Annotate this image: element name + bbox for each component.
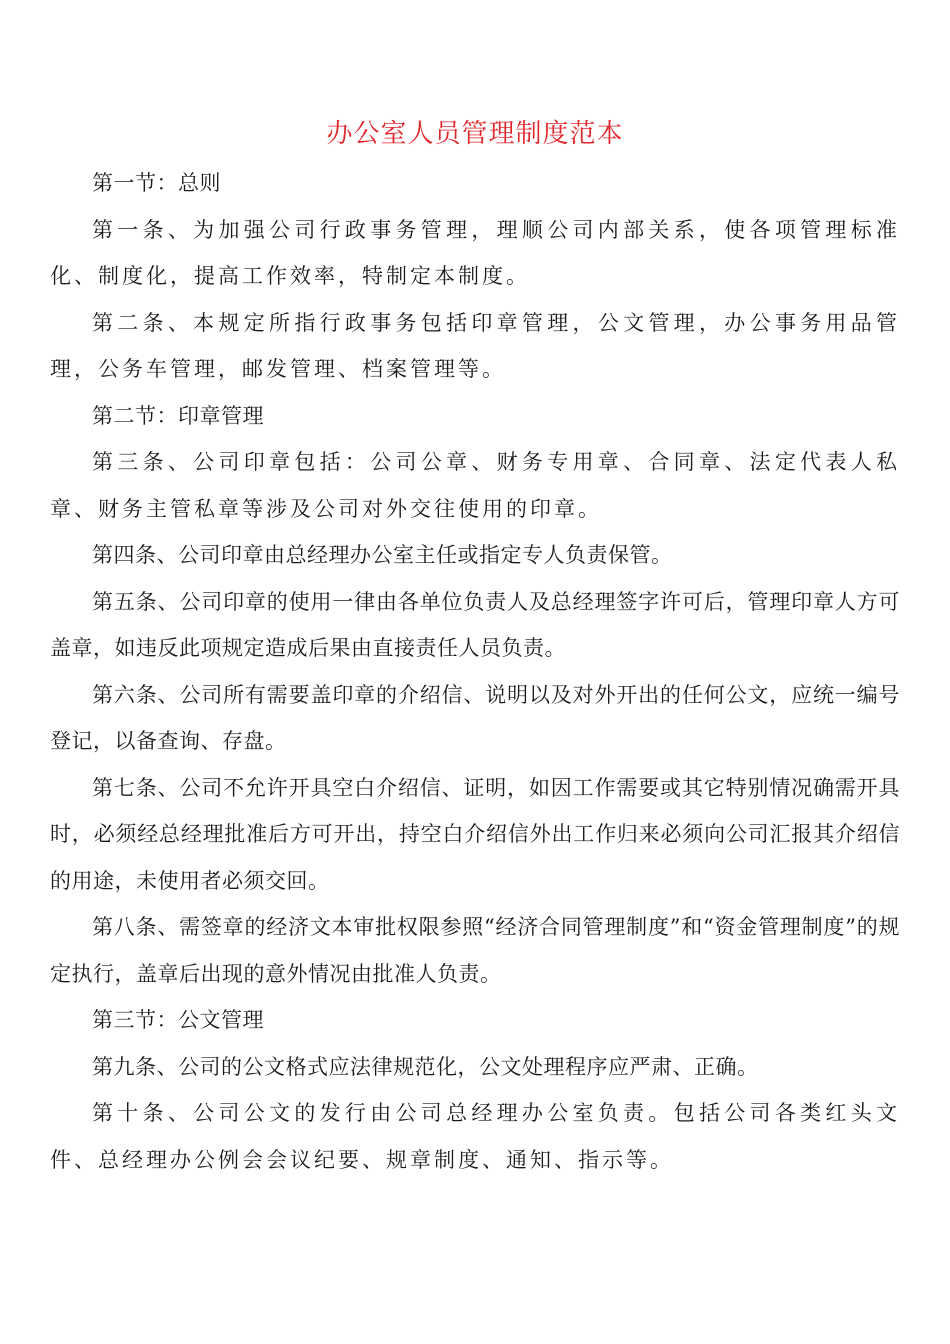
section-heading-2: 第二节：印章管理 — [92, 403, 264, 428]
article-2: 第二条、本规定所指行政事务包括印章管理，公文管理，办公事务用品管理，公务车管理，邮发管理、档案管理等。 — [50, 310, 900, 381]
article-3: 第三条、公司印章包括：公司公章、财务专用章、合同章、法定代表人私章、财务主管私章等涉及公司对外交往使用的印章。 — [50, 450, 900, 521]
document-title: 办公室人员管理制度范本 — [326, 119, 624, 149]
section-heading-3: 第三节：公文管理 — [92, 1008, 264, 1032]
article-10: 第十条、公司公文的发行由公司总经理办公室负责。包括公司各类红头文件、总经理办公例会会议纪要、规章制度、通知、指示等。 — [50, 1101, 900, 1172]
article-5: 第五条、公司印章的使用一律由各单位负责人及总经理签字许可后，管理印章人方可盖章，如违反此项规定造成后果由直接责任人员负责。 — [50, 589, 900, 660]
article-7: 第七条、公司不允许开具空白介绍信、证明，如因工作需要或其它特别情况确需开具时，必须经总经理批准后方可开出，持空白介绍信外出工作归来必须向公司汇报其介绍信的用途，未使用者必须交回。 — [50, 775, 900, 893]
article-1: 第一条、为加强公司行政事务管理，理顺公司内部关系，使各项管理标准化、制度化，提高工作效率，特制定本制度。 — [50, 217, 900, 288]
article-9: 第九条、公司的公文格式应法律规范化，公文处理程序应严肃、正确。 — [92, 1054, 759, 1079]
article-6: 第六条、公司所有需要盖印章的介绍信、说明以及对外开出的任何公文，应统一编号登记，以备查询、存盘。 — [50, 682, 900, 753]
article-4: 第四条、公司印章由总经理办公室主任或指定专人负责保管。 — [92, 543, 673, 567]
document-page — [50, 112, 900, 1183]
article-8: 第八条、需签章的经济文本审批权限参照“经济合同管理制度”和“资金管理制度”的规定执行，盖章后出现的意外情况由批准人负责。 — [50, 915, 900, 986]
section-heading-1: 第一节：总则 — [92, 171, 221, 195]
